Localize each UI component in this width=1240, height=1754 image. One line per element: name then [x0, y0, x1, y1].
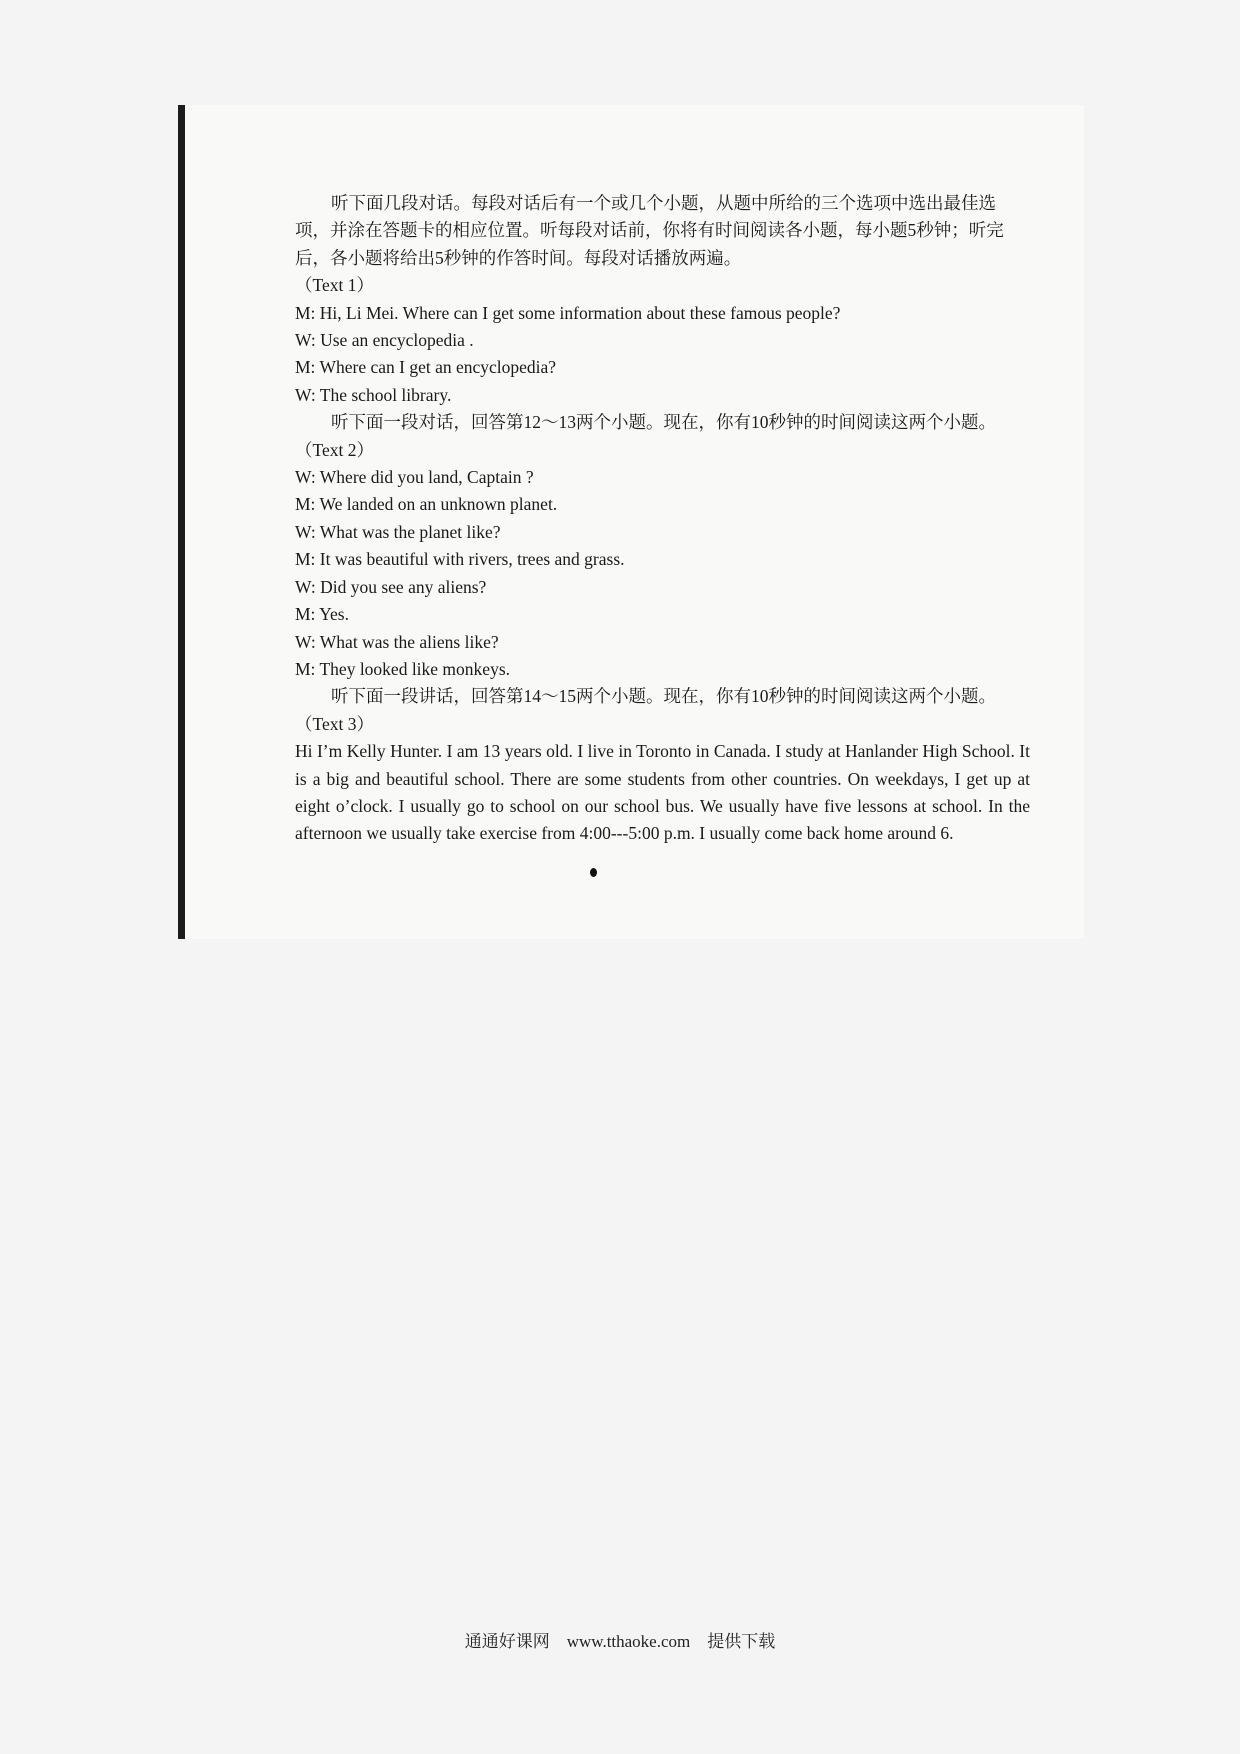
dialogue-line: M: Hi, Li Mei. Where can I get some information about these famous people?	[295, 302, 841, 323]
dialogue-line: M: They looked like monkeys.	[295, 658, 510, 679]
instructions-paragraph-1: 听下面几段对话。每段对话后有一个或几个小题，从题中所给的三个选项中选出最佳选项，并涂在答题卡的相应位置。听每段对话前，你将有时间阅读各小题，每小题5秒钟；听完后，各小题将给出5秒钟的作答时间。每段对话播放两遍。	[295, 193, 1004, 268]
dialogue-line: W: What was the planet like?	[295, 521, 501, 542]
dialogue-line: W: What was the aliens like?	[295, 631, 499, 652]
footer-watermark: 通通好课网 www.tthaoke.com 提供下载	[464, 1632, 776, 1651]
instructions-paragraph-2: 听下面一段对话，回答第12～13两个小题。现在，你有10秒钟的时间阅读这两个小题。	[331, 412, 996, 433]
text3-label: （Text 3）	[295, 713, 374, 734]
text1-label: （Text 1）	[295, 275, 374, 296]
text3-passage: Hi I’m Kelly Hunter. I am 13 years old. I live in Toronto in Canada. I study at Hanlander High School. It is a big and beautiful school. There are some students from other countries. On weekdays, I get up at eight o’clock. I usually go to school on our school bus. We usually have five lessons at school. In the afternoon we usually take exercise from 4:00---5:00 p.m. I usually come back home around 6.	[295, 741, 1030, 844]
instructions-paragraph-3: 听下面一段讲话，回答第14～15两个小题。现在，你有10秒钟的时间阅读这两个小题。	[331, 686, 996, 707]
dialogue-line: W: Use an encyclopedia .	[295, 330, 474, 351]
scanned-page	[178, 105, 1084, 939]
dialogue-line: W: Did you see any aliens?	[295, 576, 487, 597]
text2-label: （Text 2）	[295, 439, 374, 460]
dialogue-line: M: Yes.	[295, 604, 349, 625]
dialogue-line: W: The school library.	[295, 384, 452, 405]
listening-script	[295, 190, 1030, 848]
dialogue-line: W: Where did you land, Captain ?	[295, 467, 534, 488]
dialogue-line: M: We landed on an unknown planet.	[295, 494, 558, 515]
dialogue-line: M: It was beautiful with rivers, trees and grass.	[295, 549, 625, 570]
ink-speck	[590, 868, 597, 877]
dialogue-line: M: Where can I get an encyclopedia?	[295, 357, 557, 378]
